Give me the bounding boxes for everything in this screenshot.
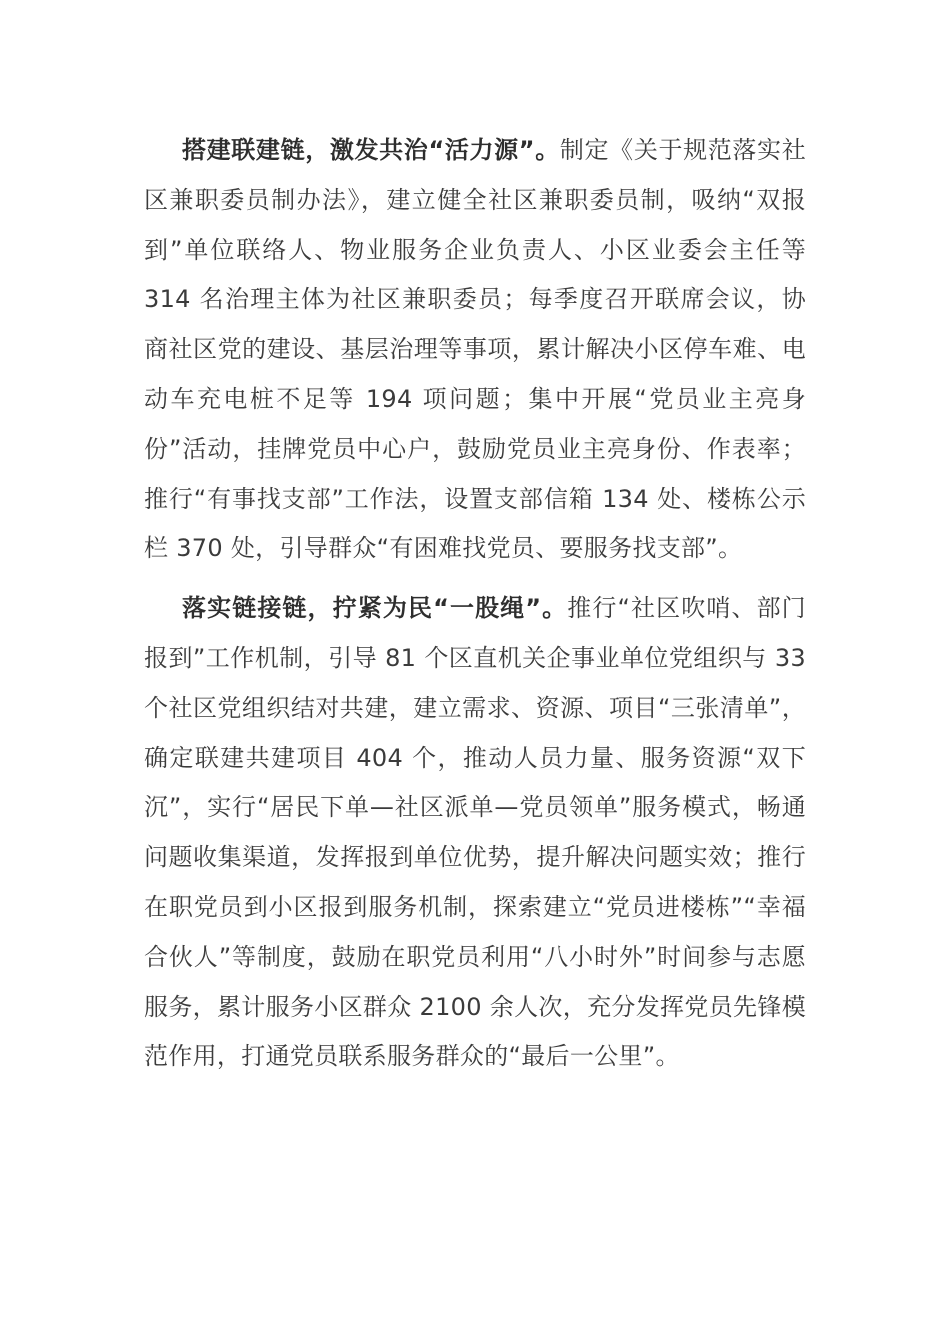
paragraph-heading: 落实链接链，拧紧为民“一股绳”。 — [182, 594, 568, 623]
document-page — [144, 126, 806, 1082]
paragraph-joint-construction — [144, 126, 806, 574]
paragraph-body: 推行“社区吹哨、部门报到”工作机制，引导 81 个区直机关企事业单位党组织与 33 个社区党组织结对共建，建立需求、资源、项目“三张清单”，确定联建共建项目 404 个，推动人员力量、服务资源“双下沉”，实行“居民下单—社区派单—党员领单”服务模式，畅通问题收集渠道，发挥报到单位优势，提升解决问题实效；推行在职党员到小区报到服务机制，探索建立“党员进楼栋”“幸福合伙人”等制度，鼓励在职党员利用“八小时外”时间参与志愿服务，累计服务小区群众 2100 余人次，充分发挥党员先锋模范作用，打通党员联系服务群众的“最后一公里”。 — [144, 594, 806, 1071]
paragraph-link-chain — [144, 584, 806, 1082]
paragraph-body: 制定《关于规范落实社区兼职委员制办法》，建立健全社区兼职委员制，吸纳“双报到”单位联络人、物业服务企业负责人、小区业委会主任等 314 名治理主体为社区兼职委员；每季度召开联席会议，协商社区党的建设、基层治理等事项，累计解决小区停车难、电动车充电桩不足等 194 项问题；集中开展“党员业主亮身份”活动，挂牌党员中心户，鼓励党员业主亮身份、作表率；推行“有事找支部”工作法，设置支部信箱 134 处、楼栋公示栏 370 处，引导群众“有困难找党员、要服务找支部”。 — [144, 136, 807, 563]
paragraph-heading: 搭建联建链，激发共治“活力源”。 — [182, 136, 560, 164]
